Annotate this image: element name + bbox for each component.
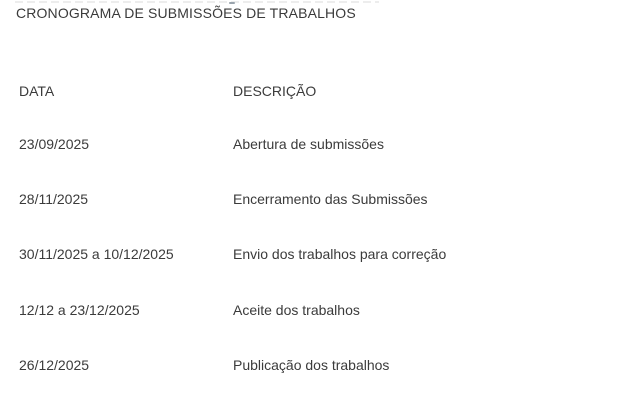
date-cell: 26/12/2025 — [19, 357, 90, 373]
table-row — [0, 134, 638, 154]
table-row — [0, 244, 638, 264]
column-header-descricao: DESCRIÇÃO — [233, 83, 317, 99]
description-cell: Publicação dos trabalhos — [233, 357, 390, 373]
description-cell: Aceite dos trabalhos — [233, 302, 360, 318]
date-cell: 12/12 a 23/12/2025 — [19, 302, 140, 318]
column-header-data: DATA — [19, 83, 55, 99]
date-cell: 28/11/2025 — [19, 191, 89, 207]
table-row — [0, 300, 638, 320]
description-cell: Abertura de submissões — [233, 136, 384, 152]
page-title: CRONOGRAMA DE SUBMISSÕES DE TRABALHOS — [16, 5, 356, 21]
description-cell: Encerramento das Submissões — [233, 191, 428, 207]
description-cell: Envio dos trabalhos para correção — [233, 246, 447, 262]
table-row — [0, 189, 638, 209]
table-header-row — [0, 81, 638, 101]
table-row — [0, 355, 638, 375]
date-cell: 23/09/2025 — [19, 136, 90, 152]
date-cell: 30/11/2025 a 10/12/2025 — [19, 246, 174, 262]
